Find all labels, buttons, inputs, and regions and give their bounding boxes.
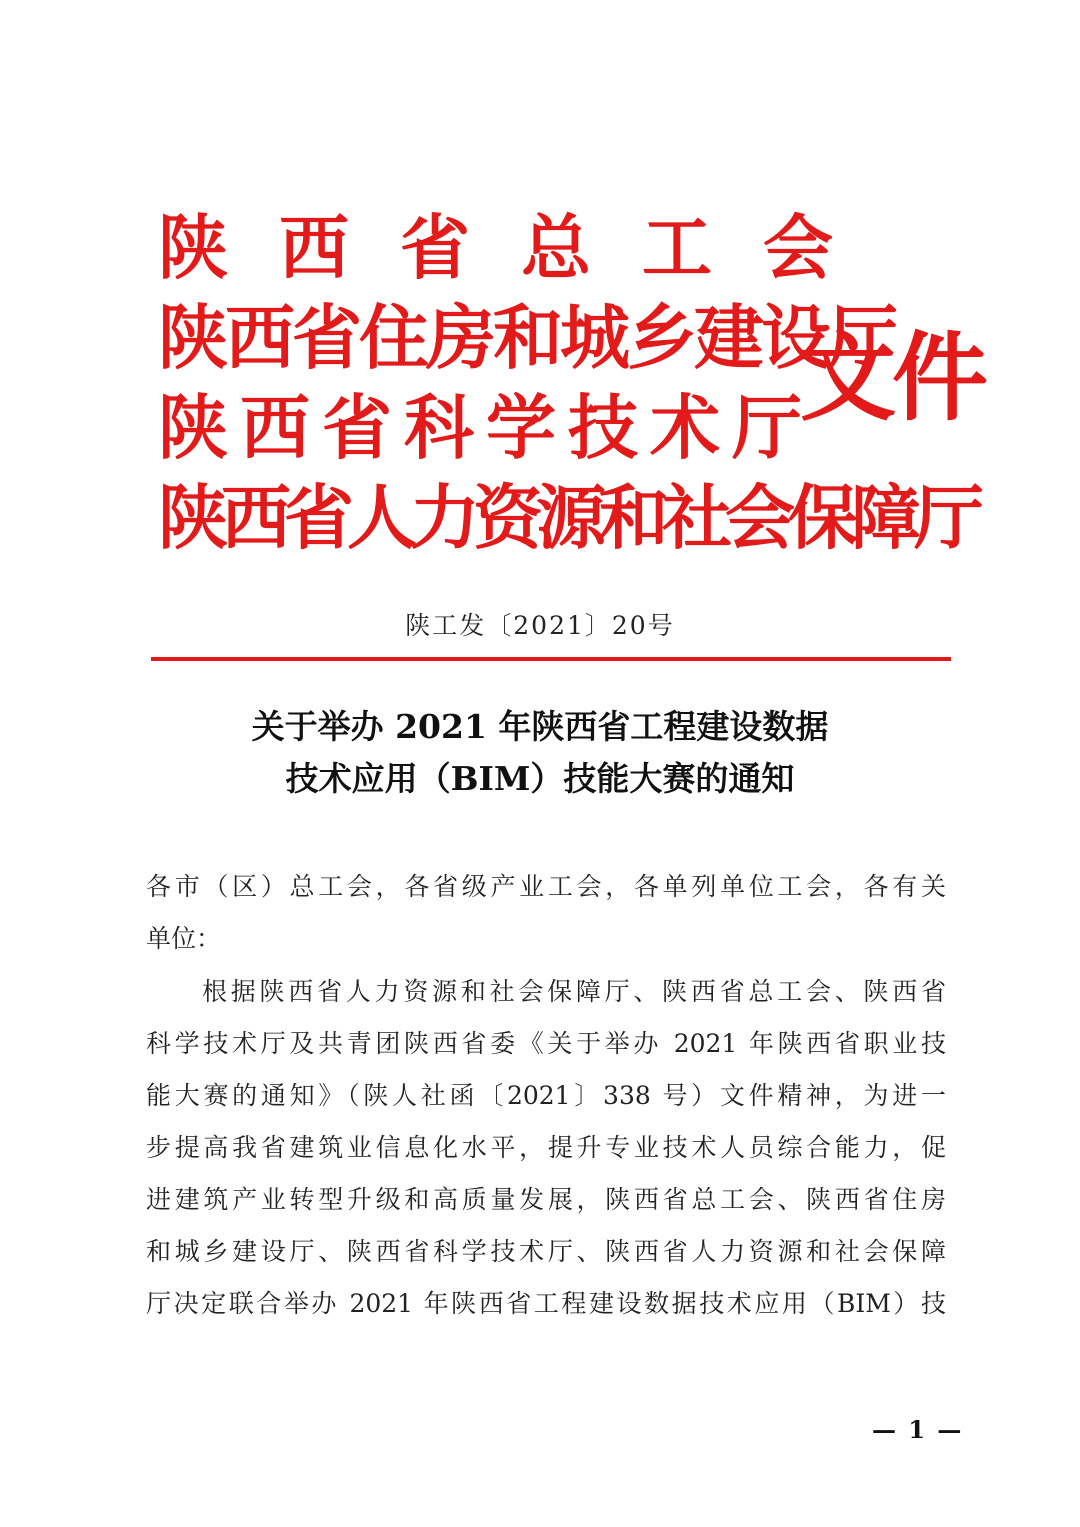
paragraph-line-7: 厅决定联合举办 2021 年陕西省工程建设数据技术应用（BIM）技 (146, 1289, 946, 1318)
document-number: 陕工发〔2021〕20号 (405, 611, 675, 640)
paragraph-line-2: 科学技术厅及共青团陕西省委《关于举办 2021 年陕西省职业技 (146, 1029, 946, 1058)
paragraph-line-5: 进建筑产业转型升级和高质量发展，陕西省总工会、陕西省住房 (146, 1185, 946, 1214)
paragraph-line-3: 能大赛的通知》（陕人社函〔2021〕338 号）文件精神，为进一 (146, 1081, 946, 1110)
page-number: — 1 — (872, 1415, 964, 1444)
paragraph-line-1: 根据陕西省人力资源和社会保障厅、陕西省总工会、陕西省 (202, 977, 946, 1006)
letterhead-org-1: 陕西省总工会 (158, 206, 884, 289)
letterhead-org-4: 陕西省人力资源和社会保障厅 (158, 476, 977, 559)
letterhead-org-3: 陕西省科学技术厅 (158, 386, 814, 469)
letterhead-org-2: 陕西省住房和城乡建设厅 (158, 296, 895, 379)
red-divider-rule (151, 657, 951, 661)
paragraph-line-6: 和城乡建设厅、陕西省科学技术厅、陕西省人力资源和社会保障 (146, 1237, 946, 1266)
notice-title-line-1: 关于举办 2021 年陕西省工程建设数据 (251, 707, 829, 746)
addressee-line-1: 各市（区）总工会，各省级产业工会，各单列单位工会，各有关 (146, 872, 946, 901)
notice-title-line-2: 技术应用（BIM）技能大赛的通知 (285, 759, 795, 798)
letterhead-doc-mark: 文件 (800, 321, 984, 434)
paragraph-line-4: 步提高我省建筑业信息化水平，提升专业技术人员综合能力，促 (146, 1133, 946, 1162)
addressee-line-2: 单位： (146, 924, 222, 953)
